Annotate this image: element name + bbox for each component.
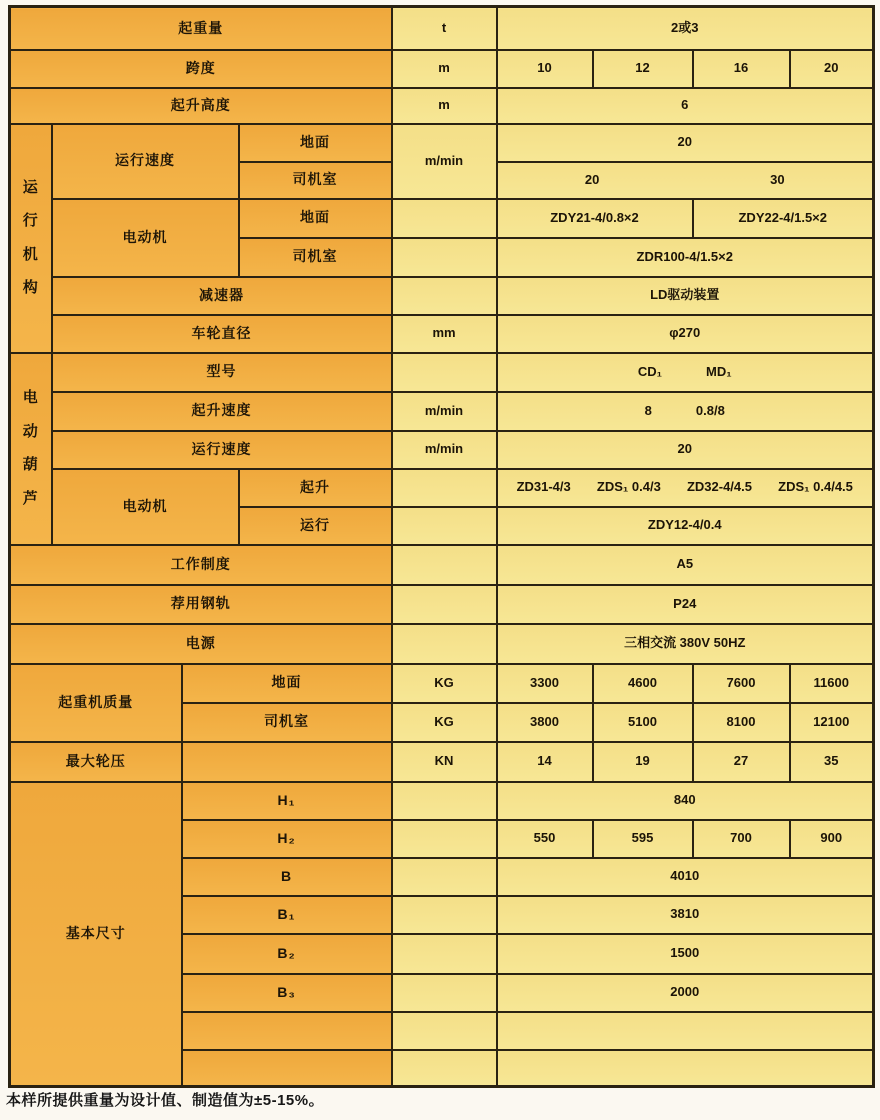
- lifting-height-label: 起升高度: [10, 88, 392, 124]
- wheel-diameter-unit: mm: [392, 315, 497, 353]
- crane-mass-cab-value-2: 5100: [593, 703, 693, 742]
- max-wheel-load-label: 最大轮压: [10, 742, 182, 782]
- hoist-motor-lifting-label: 电动机: [52, 469, 239, 545]
- dim-h1-value: 840: [497, 782, 874, 820]
- crane-mass-ground-sublabel: 地面: [182, 664, 392, 703]
- dim-h2-value-3: 700: [693, 820, 790, 858]
- power-supply-label: 电源: [10, 624, 392, 664]
- span-value-3: 16: [693, 50, 790, 88]
- spec-table: [8, 5, 875, 1088]
- hoist-motor-travel-value: ZDY12-4/0.4: [497, 507, 874, 545]
- hoist-motor-lifting-sublabel: 起升: [239, 469, 392, 507]
- crane-mass-ground-value-2: 4600: [593, 664, 693, 703]
- empty-row-2-unit: [392, 1050, 497, 1087]
- wheel-diameter-label: 车轮直径: [52, 315, 392, 353]
- travel-speed-ground-section-label: [10, 124, 52, 353]
- max-wheel-load-value-3: 27: [693, 742, 790, 782]
- row-reducer: [10, 277, 874, 315]
- row-span: [10, 50, 874, 88]
- max-wheel-load-value-4: 35: [790, 742, 874, 782]
- span-value-4: 20: [790, 50, 874, 88]
- travel-speed-cab-sublabel: 司机室: [239, 162, 392, 199]
- dim-b2-unit: [392, 934, 497, 974]
- travel-speed-ground-unit: m/min: [392, 124, 497, 199]
- lifting-capacity-unit: t: [392, 7, 497, 50]
- work-duty-value: A5: [497, 545, 874, 585]
- hoist-model-label: 型号: [52, 353, 392, 392]
- row-max-wheel-load: [10, 742, 874, 782]
- hoist-model-section-label: [10, 353, 52, 545]
- row-hoist-model: [10, 353, 874, 392]
- travel-motor-ground-unit: [392, 199, 497, 238]
- dim-b2-sublabel: B₂: [182, 934, 392, 974]
- power-supply-unit: [392, 624, 497, 664]
- dim-h2-sublabel: H₂: [182, 820, 392, 858]
- hoist-motor-lifting-value: [497, 469, 874, 507]
- footnote: 本样所提供重量为设计值、制造值为±5-15%。: [6, 1092, 325, 1109]
- max-wheel-load-value-2: 19: [593, 742, 693, 782]
- hoist-model-unit: [392, 353, 497, 392]
- work-duty-label: 工作制度: [10, 545, 392, 585]
- span-value: 10: [497, 50, 593, 88]
- hoist-motor-lifting-value-part-3: ZD32-4/4.5: [686, 479, 752, 495]
- travel-speed-cab-value-part-1: 20: [584, 171, 600, 187]
- crane-mass-ground-value-3: 7600: [693, 664, 790, 703]
- empty-row-1-unit: [392, 1012, 497, 1050]
- hoist-motor-lifting-value-part-2: ZDS₁ 0.4/3: [596, 479, 661, 495]
- row-hoist-travel-speed: [10, 431, 874, 469]
- hoist-model-section-label-text: 电 动 葫 芦: [22, 389, 39, 507]
- empty-row-2-value: [497, 1050, 874, 1087]
- hoist-motor-lifting-value-part-4: ZDS₁ 0.4/4.5: [778, 479, 853, 495]
- crane-mass-cab-value-3: 8100: [693, 703, 790, 742]
- dim-b-sublabel: B: [182, 858, 392, 896]
- dim-b3-sublabel: B₃: [182, 974, 392, 1012]
- travel-motor-ground-sublabel: 地面: [239, 199, 392, 238]
- travel-speed-ground-label: 运行速度: [52, 124, 239, 199]
- dim-b1-sublabel: B₁: [182, 896, 392, 934]
- wheel-diameter-value: φ270: [497, 315, 874, 353]
- hoist-lifting-speed-value-part-1: 8: [644, 402, 652, 418]
- dim-b-value: 4010: [497, 858, 874, 896]
- row-wheel-diameter: [10, 315, 874, 353]
- dim-h2-value-4: 900: [790, 820, 874, 858]
- dim-b3-unit: [392, 974, 497, 1012]
- max-wheel-load-sublabel: [182, 742, 392, 782]
- recommended-rail-value: P24: [497, 585, 874, 624]
- span-unit: m: [392, 50, 497, 88]
- work-duty-unit: [392, 545, 497, 585]
- travel-motor-cab-sublabel: 司机室: [239, 238, 392, 277]
- power-supply-value: 三相交流 380V 50HZ: [497, 624, 874, 664]
- reducer-value: LD驱动装置: [497, 277, 874, 315]
- row-travel-motor-ground: [10, 199, 874, 238]
- hoist-motor-lifting-value-part-1: ZD31-4/3: [516, 479, 571, 495]
- row-crane-mass-ground: [10, 664, 874, 703]
- dim-h2-unit: [392, 820, 497, 858]
- travel-speed-ground-value: 20: [497, 124, 874, 162]
- crane-mass-ground-unit: KG: [392, 664, 497, 703]
- lifting-capacity-label: 起重量: [10, 7, 392, 50]
- travel-motor-cab-unit: [392, 238, 497, 277]
- row-lifting-capacity: [10, 7, 874, 50]
- hoist-model-value-part-2: MD₁: [706, 363, 732, 379]
- dim-h2-value: 550: [497, 820, 593, 858]
- row-power-supply: [10, 624, 874, 664]
- span-value-2: 12: [593, 50, 693, 88]
- recommended-rail-unit: [392, 585, 497, 624]
- hoist-model-value-part-1: CD₁: [637, 363, 663, 379]
- travel-motor-cab-value: ZDR100-4/1.5×2: [497, 238, 874, 277]
- max-wheel-load-unit: KN: [392, 742, 497, 782]
- crane-mass-cab-value-4: 12100: [790, 703, 874, 742]
- lifting-height-unit: m: [392, 88, 497, 124]
- crane-mass-cab-value: 3800: [497, 703, 593, 742]
- dim-h1-label: 基本尺寸: [10, 782, 182, 1087]
- hoist-travel-speed-label: 运行速度: [52, 431, 392, 469]
- row-travel-speed-ground: [10, 124, 874, 162]
- empty-row-2-sublabel: [182, 1050, 392, 1087]
- crane-mass-ground-label: 起重机质量: [10, 664, 182, 742]
- hoist-travel-speed-unit: m/min: [392, 431, 497, 469]
- dim-h1-unit: [392, 782, 497, 820]
- hoist-lifting-speed-unit: m/min: [392, 392, 497, 431]
- travel-speed-ground-sublabel: 地面: [239, 124, 392, 162]
- crane-mass-cab-sublabel: 司机室: [182, 703, 392, 742]
- crane-mass-ground-value-4: 11600: [790, 664, 874, 703]
- travel-motor-ground-value: ZDY21-4/0.8×2: [497, 199, 693, 238]
- hoist-travel-speed-value: 20: [497, 431, 874, 469]
- recommended-rail-label: 荐用钢轨: [10, 585, 392, 624]
- row-lifting-height: [10, 88, 874, 124]
- reducer-unit: [392, 277, 497, 315]
- travel-motor-ground-value-2: ZDY22-4/1.5×2: [693, 199, 874, 238]
- dim-b2-value: 1500: [497, 934, 874, 974]
- dim-b-unit: [392, 858, 497, 896]
- crane-mass-ground-value: 3300: [497, 664, 593, 703]
- span-label: 跨度: [10, 50, 392, 88]
- hoist-model-value: [497, 353, 874, 392]
- dim-b1-unit: [392, 896, 497, 934]
- hoist-lifting-speed-label: 起升速度: [52, 392, 392, 431]
- travel-speed-ground-section-label-text: 运 行 机 构: [22, 178, 39, 296]
- row-hoist-motor-lifting: [10, 469, 874, 507]
- row-recommended-rail: [10, 585, 874, 624]
- hoist-motor-travel-sublabel: 运行: [239, 507, 392, 545]
- max-wheel-load-value: 14: [497, 742, 593, 782]
- dim-h1-sublabel: H₁: [182, 782, 392, 820]
- crane-mass-cab-unit: KG: [392, 703, 497, 742]
- row-work-duty: [10, 545, 874, 585]
- hoist-motor-travel-unit: [392, 507, 497, 545]
- empty-row-1-value: [497, 1012, 874, 1050]
- dim-h2-value-2: 595: [593, 820, 693, 858]
- row-hoist-lifting-speed: [10, 392, 874, 431]
- dim-b3-value: 2000: [497, 974, 874, 1012]
- hoist-lifting-speed-value: [497, 392, 874, 431]
- lifting-height-value: 6: [497, 88, 874, 124]
- empty-row-1-sublabel: [182, 1012, 392, 1050]
- row-dim-h1: [10, 782, 874, 820]
- reducer-label: 减速器: [52, 277, 392, 315]
- hoist-lifting-speed-value-part-2: 0.8/8: [695, 402, 725, 418]
- travel-speed-cab-value-part-2: 30: [770, 171, 785, 187]
- dim-b1-value: 3810: [497, 896, 874, 934]
- lifting-capacity-value: 2或3: [497, 7, 874, 50]
- hoist-motor-lifting-unit: [392, 469, 497, 507]
- travel-speed-cab-value: [497, 162, 874, 199]
- travel-motor-ground-label: 电动机: [52, 199, 239, 277]
